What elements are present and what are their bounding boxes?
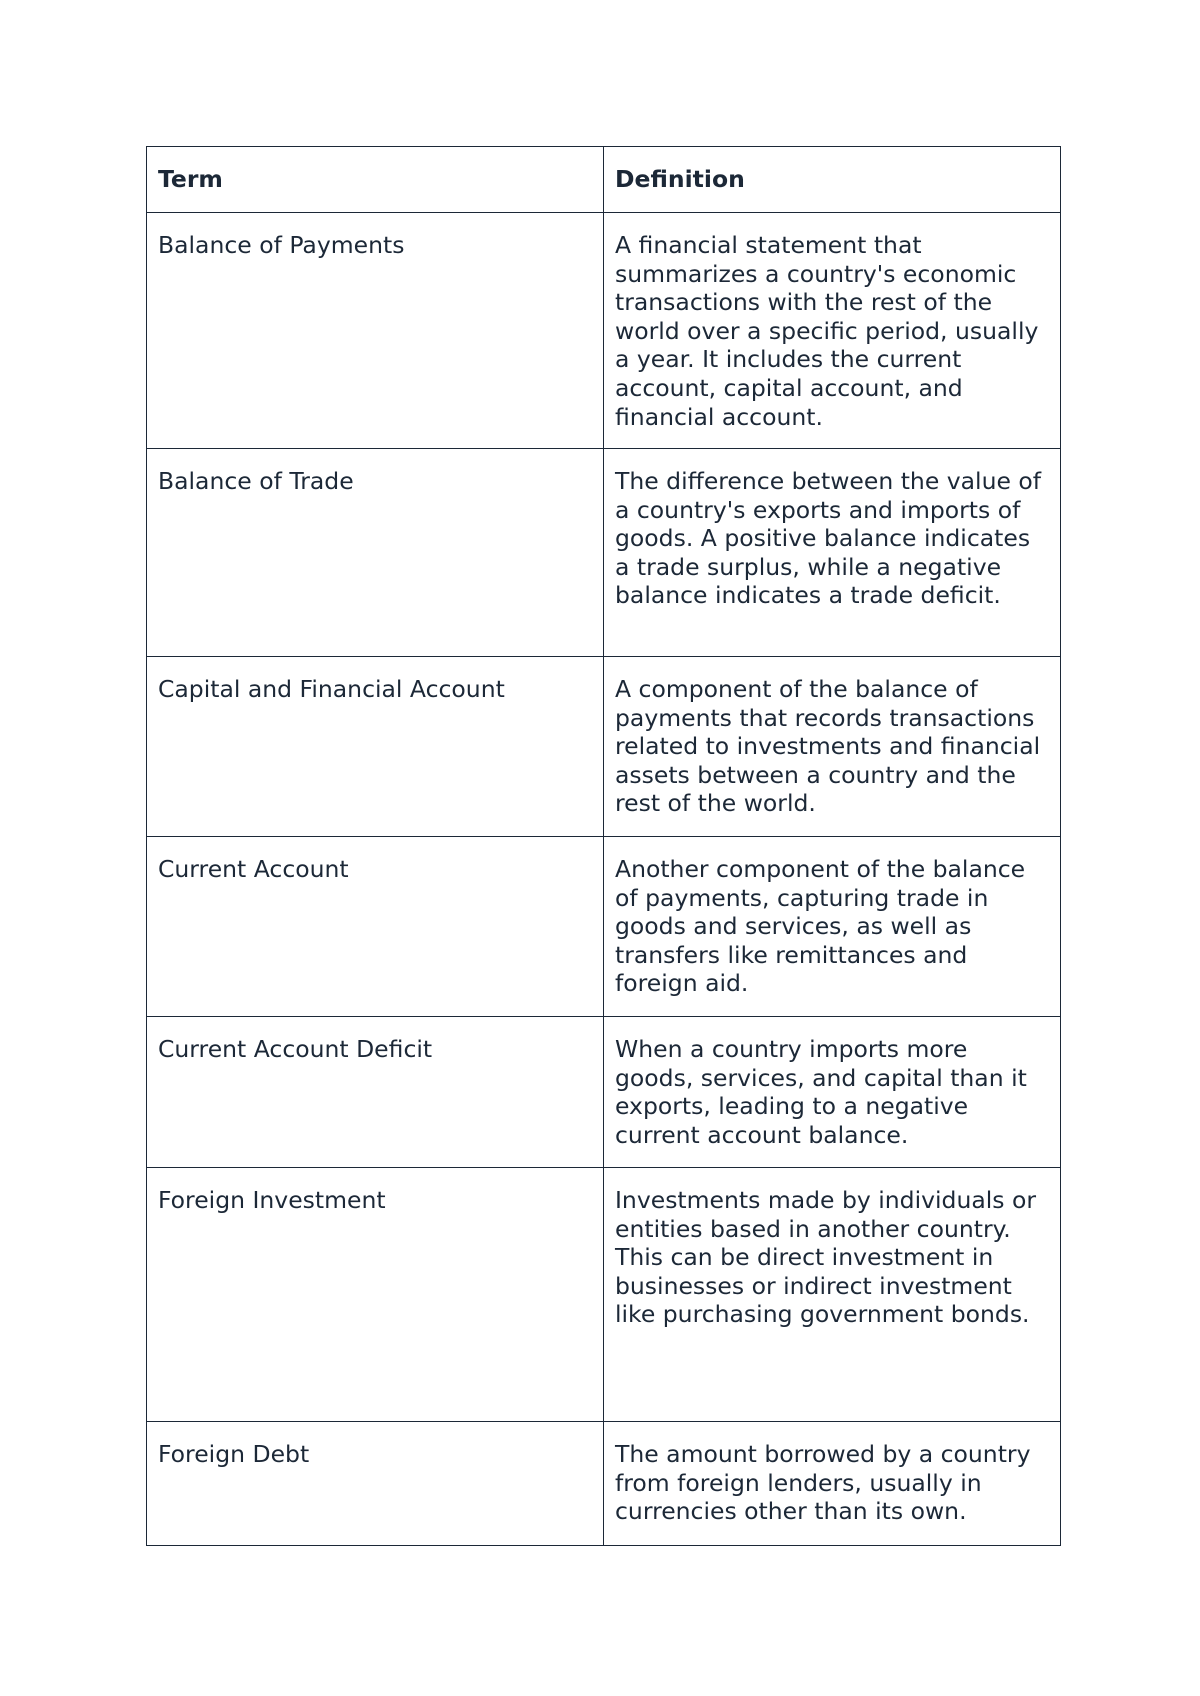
table-row (147, 657, 1061, 837)
header-row (147, 147, 1061, 213)
term-cell: Foreign Investment (147, 1168, 604, 1422)
header-definition: Definition (604, 147, 1061, 213)
header-term: Term (147, 147, 604, 213)
document-page (146, 146, 1060, 1546)
definition-cell: A component of the balance of payments that records transactions related to investments and financial assets between a country and the rest of the world. (604, 657, 1061, 837)
glossary-table (146, 146, 1061, 1546)
definition-cell: The difference between the value of a country's exports and imports of goods. A positive balance indicates a trade surplus, while a negative balance indicates a trade deficit. (604, 449, 1061, 657)
table-header (147, 147, 1061, 213)
definition-cell: A financial statement that summarizes a country's economic transactions with the rest of the world over a specific period, usually a year. It includes the current account, capital account, and financial account. (604, 213, 1061, 449)
term-cell: Balance of Trade (147, 449, 604, 657)
term-cell: Current Account (147, 837, 604, 1017)
table-row (147, 1017, 1061, 1168)
definition-cell: The amount borrowed by a country from foreign lenders, usually in currencies other than its own. (604, 1422, 1061, 1546)
table-row (147, 837, 1061, 1017)
table-row (147, 449, 1061, 657)
table-row (147, 213, 1061, 449)
table-body (147, 213, 1061, 1546)
term-cell: Current Account Deficit (147, 1017, 604, 1168)
definition-cell: Investments made by individuals or entities based in another country. This can be direct investment in businesses or indirect investment like purchasing government bonds. (604, 1168, 1061, 1422)
term-cell: Capital and Financial Account (147, 657, 604, 837)
table-row (147, 1422, 1061, 1546)
term-cell: Balance of Payments (147, 213, 604, 449)
definition-cell: Another component of the balance of payments, capturing trade in goods and services, as well as transfers like remittances and foreign aid. (604, 837, 1061, 1017)
table-row (147, 1168, 1061, 1422)
definition-cell: When a country imports more goods, services, and capital than it exports, leading to a negative current account balance. (604, 1017, 1061, 1168)
term-cell: Foreign Debt (147, 1422, 604, 1546)
